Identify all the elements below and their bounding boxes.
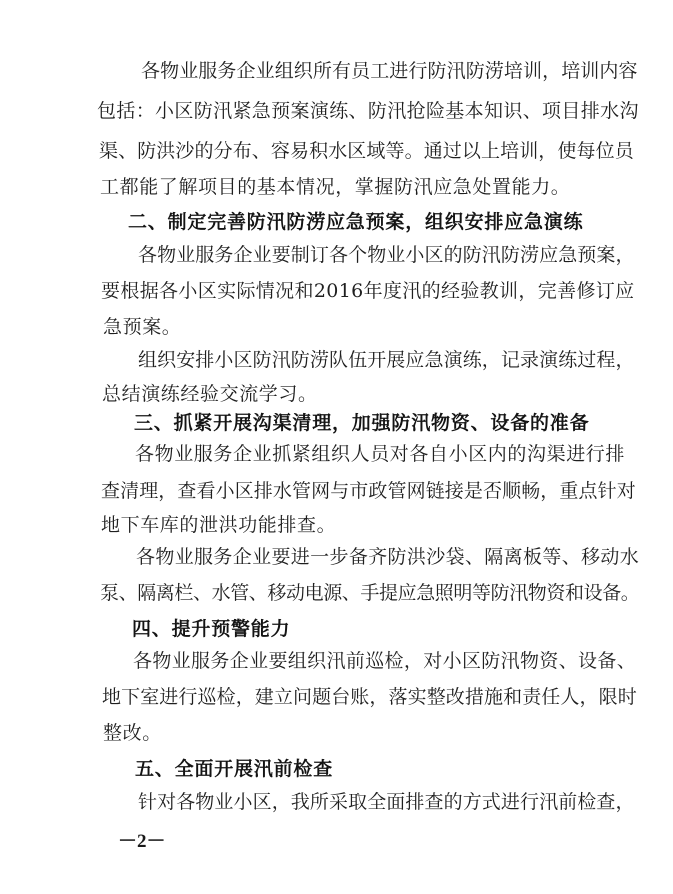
section-heading-2: 二、制定完善防汛防涝应急预案，组织安排应急演练 [128, 211, 584, 233]
paragraph-4-line-3: 地下车库的泄洪功能排查。 [101, 514, 337, 536]
paragraph-7-line-1: 针对各物业小区，我所采取全面排查的方式进行汛前检查， [138, 791, 635, 813]
section-heading-4: 四、提升预警能力 [132, 618, 291, 640]
paragraph-4-line-2: 查清理，查看小区排水管网与市政管网链接是否顺畅，重点针对 [101, 480, 636, 502]
paragraph-2-line-1: 各物业服务企业要制订各个物业小区的防汛防涝应急预案， [138, 244, 635, 266]
paragraph-2-line-2: 要根据各小区实际情况和2016年度汛的经验教训，完善修订应 [101, 280, 635, 302]
paragraph-1-line-2: 包括：小区防汛紧急预案演练、防汛抢险基本知识、项目排水沟 [97, 100, 639, 122]
paragraph-5-line-1: 各物业服务企业要进一步备齐防洪沙袋、隔离板等、移动水 [136, 546, 640, 568]
paragraph-3-line-2: 总结演练经验交流学习。 [102, 383, 318, 405]
paragraph-1-line-1: 各物业服务企业组织所有员工进行防汛防涝培训，培训内容 [141, 60, 638, 82]
paragraph-2-line-3: 急预案。 [103, 316, 182, 338]
paragraph-1-line-3: 渠、防洪沙的分布、容易积水区域等。通过以上培训，使每位员 [99, 140, 634, 162]
section-heading-3: 三、抓紧开展沟渠清理，加强防汛物资、设备的准备 [134, 412, 590, 434]
paragraph-1-line-4: 工都能了解项目的基本情况，掌握防汛应急处置能力。 [100, 176, 571, 198]
paragraph-6-line-3: 整改。 [103, 722, 162, 744]
paragraph-4-line-1: 各物业服务企业抓紧组织人员对各自小区内的沟渠进行排 [135, 443, 626, 465]
page-number: －2－ [118, 831, 166, 852]
section-heading-5: 五、全面开展汛前检查 [135, 758, 334, 780]
paragraph-5-line-2: 泵、隔离栏、水管、移动电源、手提应急照明等防汛物资和设备。 [100, 582, 640, 604]
paragraph-3-line-1: 组织安排小区防汛防涝队伍开展应急演练，记录演练过程， [138, 349, 635, 371]
paragraph-6-line-2: 地下室进行巡检，建立问题台账，落实整改措施和责任人，限时 [102, 686, 637, 708]
paragraph-6-line-1: 各物业服务企业要组织汛前巡检，对小区防汛物资、设备、 [133, 650, 637, 672]
